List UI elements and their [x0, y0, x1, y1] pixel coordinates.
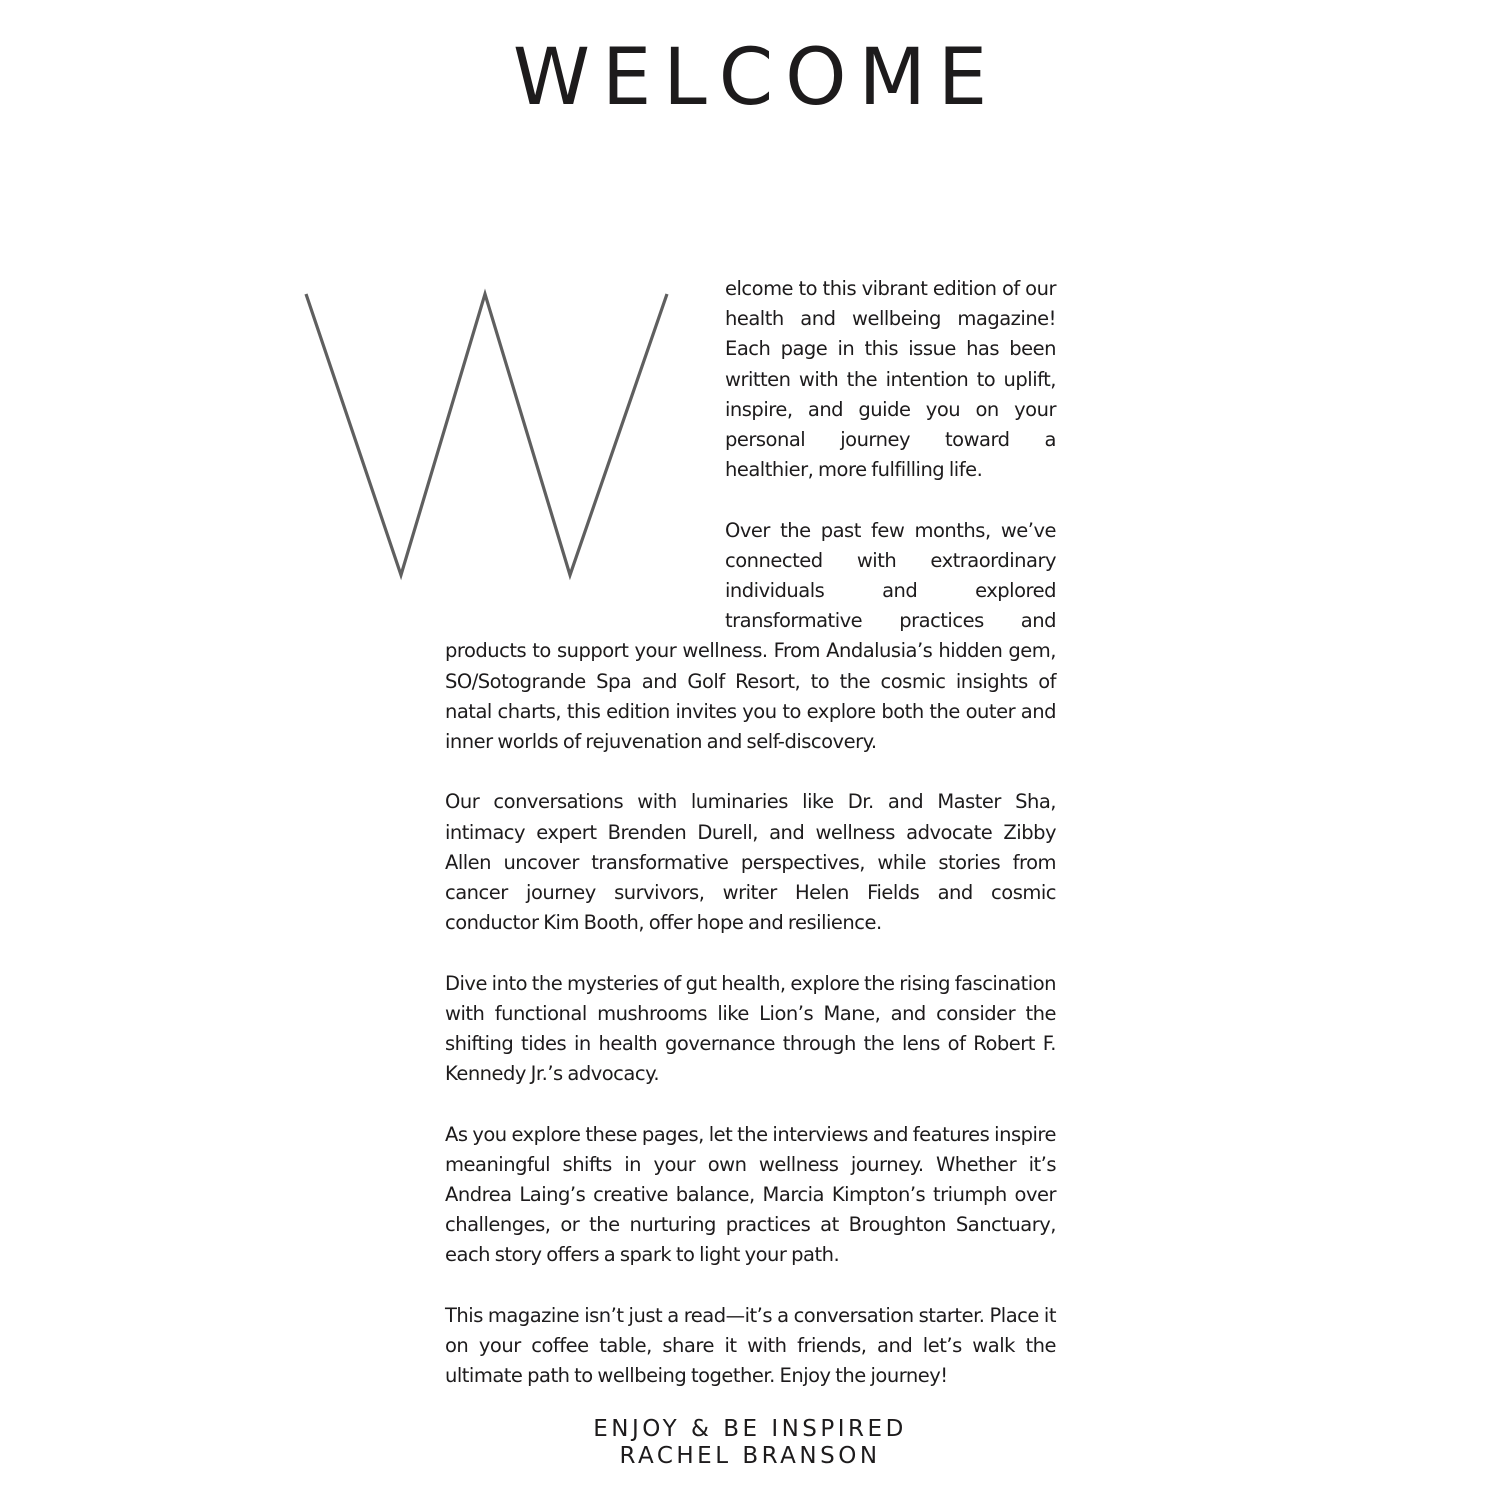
signoff-tagline: ENJOY & BE INSPIRED [593, 1416, 907, 1442]
paragraph-intro: elcome to this vibrant edition of our health and wellbeing magazine! Each page in this issue has been written with the intention to uplift, inspire, and guide you on your personal journey toward a healthier, more fulfilling life. [725, 277, 1056, 482]
signoff-author: RACHEL BRANSON [619, 1443, 881, 1469]
paragraph-conversations: Our conversations with luminaries like Dr. and Master Sha, intimacy expert Brenden Durell, and wellness advocate Zibby Allen uncover transformative perspectives, while stories from cancer journey survivors, writer Helen Fields and cosmic conductor Kim Booth, offer hope and resilience. [445, 790, 1056, 935]
welcome-article [445, 274, 1056, 1422]
paragraph-conversation-starter: This magazine isn’t just a read—it’s a conversation starter. Place it on your coffee table, share it with friends, and let’s walk the ultimate path to wellbeing together. Enjoy the journey! [445, 1303, 1056, 1388]
dropcap-spacer [445, 274, 725, 622]
paragraph-gut-health: Dive into the mysteries of gut health, explore the rising fascination with functional mushrooms like Lion’s Mane, and consider the shifting tides in health governance through the lens of Robert F. Kennedy Jr.’s advocacy. [445, 971, 1056, 1086]
signoff [0, 1416, 1500, 1470]
paragraph-past-months: Over the past few months, we’ve connected with extraordinary individuals and explored transformative practices and products to support your wellness. From Andalusia’s hidden gem, SO/Sotogrande Spa and Golf Resort, to the cosmic insights of natal charts, this edition invites you to explore both the outer and inner worlds of rejuvenation and self-discovery. [445, 518, 1056, 754]
paragraph-explore-pages: As you explore these pages, let the interviews and features inspire meaningful shifts in your own wellness journey. Whether it’s Andrea Laing’s creative balance, Marcia Kimpton’s triumph over challenges, or the nurturing practices at Broughton Sanctuary, each story offers a spark to light your path. [445, 1122, 1056, 1267]
page-title: WELCOME [512, 33, 1000, 123]
